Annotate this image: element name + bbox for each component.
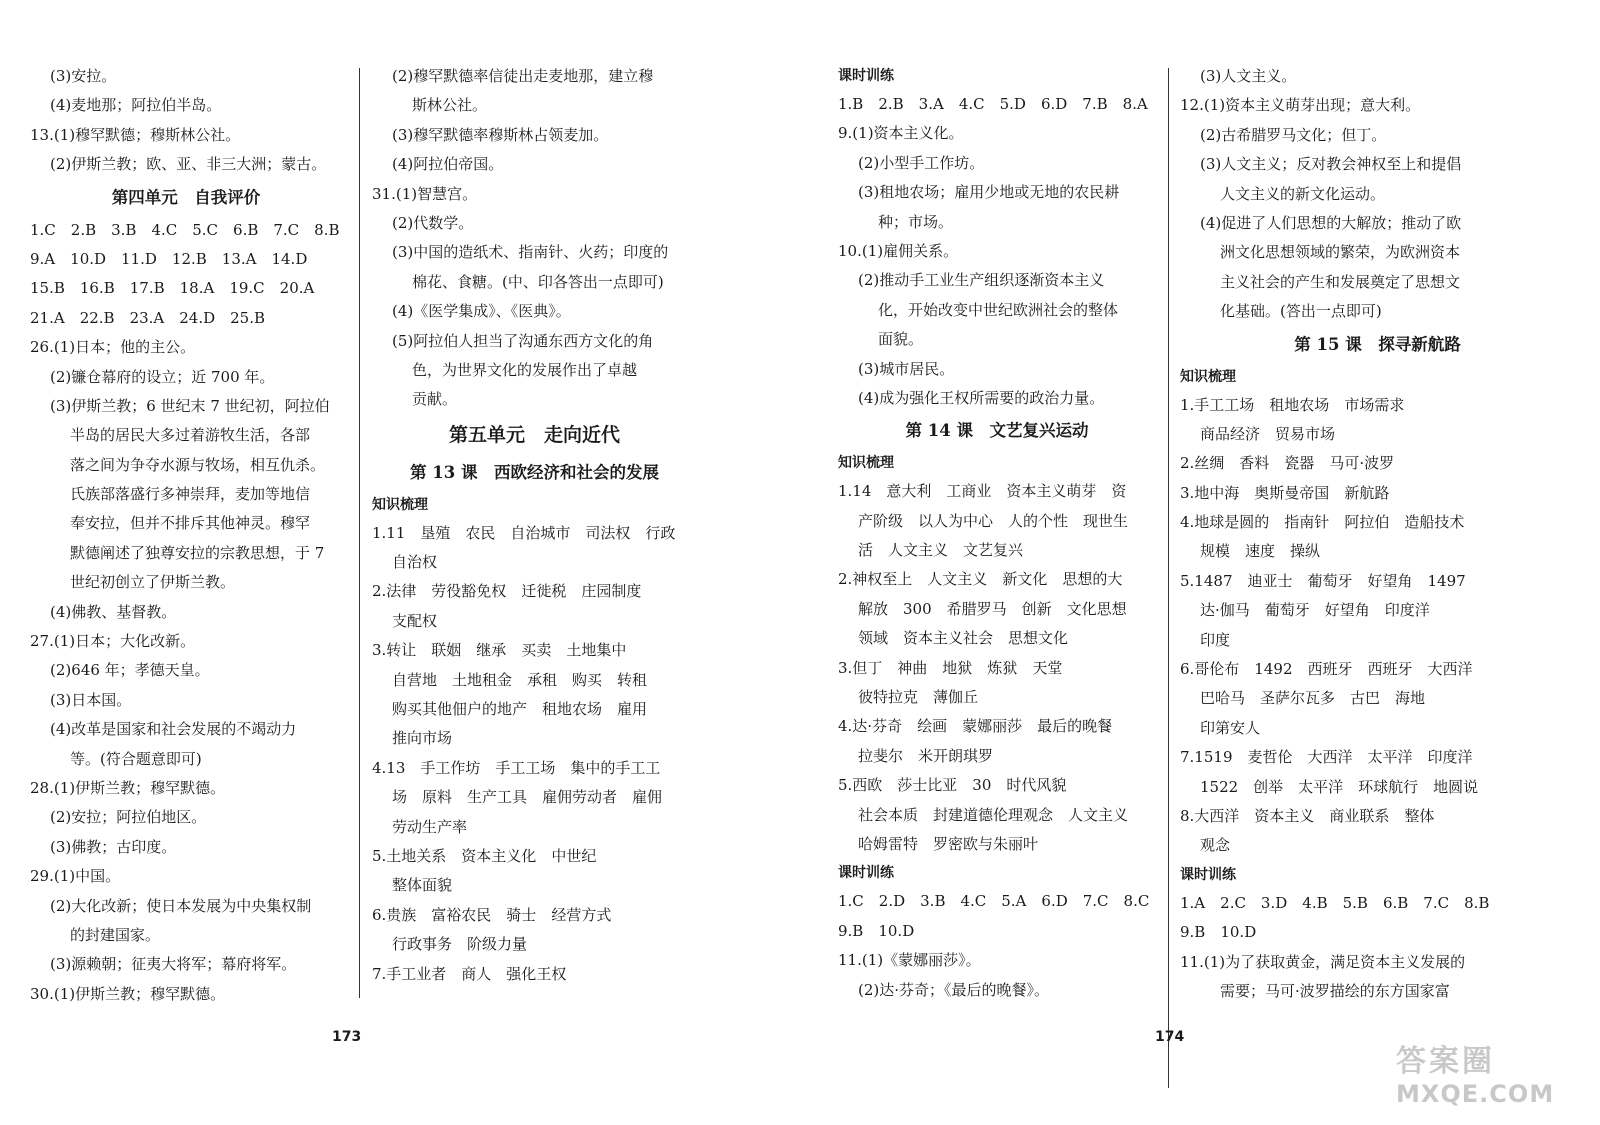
subsection-heading: 知识梳理 [372,496,428,513]
answer-line: 默德阐述了独尊安拉的宗教思想，于 7 [70,543,325,562]
answer-line: 解放 300 希腊罗马 创新 文化思想 [858,599,1127,618]
answer-line: (2)推动手工业生产组织逐渐资本主义 [858,271,1105,290]
answer-line: 11.(1)《蒙娜丽莎》。 [838,951,981,970]
answer-line: (5)阿拉伯人担当了沟通东西方文化的角 [392,331,654,350]
column-divider-right [1168,68,1169,1088]
answer-line: 9.(1)资本主义化。 [838,124,964,143]
answer-line: (3)穆罕默德率穆斯林占领麦加。 [392,125,609,144]
answer-line: (3)租地农场；雇用少地或无地的农民耕 [858,183,1120,202]
answer-line: 落之间为争夺水源与牧场，相互仇杀。 [70,455,326,474]
column-divider-left [359,68,360,998]
answer-line: 2.神权至上 人文主义 新文化 思想的大 [838,570,1123,589]
answer-line: 29.(1)中国。 [30,867,121,886]
watermark-logo [1396,1036,1564,1118]
answer-line: (3)人文主义；反对教会神权至上和提倡 [1200,155,1462,174]
answer-line: 1.A 2.C 3.D 4.B 5.B 6.B 7.C 8.B [1180,893,1490,912]
answer-line: 的封建国家。 [70,925,161,944]
answer-line: 达·伽马 葡萄牙 好望角 印度洋 [1200,601,1430,620]
answer-line: 1.C 2.D 3.B 4.C 5.A 6.D 7.C 8.C [838,892,1150,911]
section-heading: 第四单元 自我评价 [111,187,261,207]
answer-line: (3)安拉。 [50,67,117,85]
watermark-url: MXQE.COM [1396,1080,1555,1108]
subsection-heading: 知识梳理 [838,455,894,472]
answer-line: (3)城市居民。 [858,359,955,378]
answer-line: 31.(1)智慧宫。 [372,184,478,203]
answer-line: 5.1487 迪亚士 葡萄牙 好望角 1497 [1180,571,1466,590]
answer-line: (4)佛教、基督教。 [50,602,177,621]
answer-line: (4)成为强化王权所需要的政治力量。 [858,388,1105,407]
answer-line: 13.(1)穆罕默德；穆斯林公社。 [30,125,241,144]
answer-line: 行政事务 阶级力量 [392,935,528,954]
answer-line: 产阶级 以人为中心 人的个性 现世生 [858,511,1129,530]
answer-line: 2.法律 劳役豁免权 迁徙税 庄园制度 [372,582,642,601]
answer-line: 1.11 垦殖 农民 自治城市 司法权 行政 [372,523,676,542]
subsection-heading: 课时训练 [1180,866,1236,883]
answer-line: 4.达·芬奇 绘画 蒙娜丽莎 最后的晚餐 [838,717,1113,736]
left-page-column-2 [372,62,697,989]
answer-line: 3.转让 联姻 继承 买卖 土地集中 [372,641,627,660]
answer-line: (2)大化改新；使日本发展为中央集权制 [50,896,312,915]
answer-line: 人文主义的新文化运动。 [1220,184,1386,203]
answer-line: 自治权 [392,553,438,572]
subsection-heading: 课时训练 [838,865,894,882]
answer-line: 规模 速度 操纵 [1200,542,1321,561]
answer-line: 购买其他佃户的地产 租地农场 雇用 [392,700,648,719]
answer-line: 30.(1)伊斯兰教；穆罕默德。 [30,984,226,1003]
answer-line: 1.手工工场 租地农场 市场需求 [1180,395,1405,414]
page-number-right: 174 [1155,1029,1185,1045]
answer-line: (4)《医学集成》、《医典》。 [392,302,571,321]
answer-line: (2)伊斯兰教；欧、亚、非三大洲；蒙古。 [50,155,327,174]
answer-line: (2)穆罕默德率信徒出走麦地那，建立穆 [392,67,654,85]
answer-line: 6.贵族 富裕农民 骑士 经营方式 [372,905,612,924]
answer-line: 化基础。(答出一点即可) [1220,302,1382,321]
answer-line: 世纪初创立了伊斯兰教。 [70,573,236,592]
answer-line: 贡献。 [412,390,458,409]
answer-line: 斯林公社。 [412,96,488,115]
answer-line: 棉花、食糖。(中、印各答出一点即可) [412,272,664,291]
answer-line: 印第安人 [1200,718,1261,737]
page-number-left: 173 [332,1029,362,1045]
answer-line: 8.大西洋 资本主义 商业联系 整体 [1180,806,1435,825]
subsection-heading: 课时训练 [838,68,894,84]
answer-line: 11.(1)为了获取黄金，满足资本主义发展的 [1180,952,1466,971]
answer-line: (2)646 年；孝德天皇。 [50,661,210,680]
answer-line: 9.A 10.D 11.D 12.B 13.A 14.D [30,249,308,268]
answer-line: (4)阿拉伯帝国。 [392,155,504,174]
answer-line: 种；市场。 [878,212,954,231]
answer-line: 洲文化思想领域的繁荣，为欧洲资本 [1220,243,1461,262]
answer-line: (2)古希腊罗马文化；但丁。 [1200,125,1387,144]
answer-line: 半岛的居民大多过着游牧生活，各部 [70,426,311,445]
answer-line: 15.B 16.B 17.B 18.A 19.C 20.A [30,279,315,298]
answer-line: (3)人文主义。 [1200,67,1297,85]
answer-line: 奉安拉，但并不排斥其他神灵。穆罕 [70,514,311,533]
answer-line: 28.(1)伊斯兰教；穆罕默德。 [30,778,226,797]
answer-line: 2.丝绸 香料 瓷器 马可·波罗 [1180,454,1395,473]
answer-line: 商品经济 贸易市场 [1200,424,1336,443]
answer-line: 场 原料 生产工具 雇佣劳动者 雇佣 [392,788,663,807]
answer-line: 1.B 2.B 3.A 4.C 5.D 6.D 7.B 8.A [838,95,1148,113]
section-heading: 第 13 课 西欧经济和社会的发展 [410,462,659,482]
right-page-column-1 [838,62,1156,1005]
right-page-column-2 [1180,62,1575,1006]
answer-line: 氏族部落盛行多神崇拜，麦加等地信 [70,485,311,504]
answer-line: 1522 创举 太平洋 环球航行 地圆说 [1200,777,1479,796]
answer-line: 自营地 土地租金 承租 购买 转租 [392,670,648,689]
answer-line: 1.C 2.B 3.B 4.C 5.C 6.B 7.C 8.B [30,220,340,239]
answer-line: (3)佛教；古印度。 [50,837,177,856]
answer-line: 4.13 手工作坊 手工工场 集中的手工工 [372,758,661,777]
answer-line: 化，开始改变中世纪欧洲社会的整体 [878,300,1119,319]
answer-line: 10.(1)雇佣关系。 [838,241,959,260]
answer-line: (2)代数学。 [392,213,474,232]
subsection-heading: 知识梳理 [1180,368,1236,385]
answer-line: 哈姆雷特 罗密欧与朱丽叶 [858,834,1039,853]
answer-line: 6.哥伦布 1492 西班牙 西班牙 大西洋 [1180,660,1473,679]
answer-line: (4)改革是国家和社会发展的不竭动力 [50,720,297,739]
answer-line: 27.(1)日本；大化改新。 [30,632,196,651]
answer-line: 7.手工业者 商人 强化王权 [372,964,567,983]
answer-line: 色，为世界文化的发展作出了卓越 [412,360,638,379]
answer-line: 21.A 22.B 23.A 24.D 25.B [30,308,266,327]
answer-line: 社会本质 封建道德伦理观念 人文主义 [858,805,1129,824]
answer-line: 等。(符合题意即可) [70,749,202,768]
answer-line: 需要；马可·波罗描绘的东方国家富 [1220,981,1450,1000]
answer-line: 9.B 10.D [1180,923,1257,942]
answer-line: 4.地球是圆的 指南针 阿拉伯 造船技术 [1180,513,1465,532]
answer-line: (2)镰仓幕府的设立；近 700 年。 [50,367,275,386]
answer-line: 9.B 10.D [838,921,915,940]
answer-line: 5.西欧 莎士比亚 30 时代风貌 [838,776,1067,795]
answer-line: (4)麦地那；阿拉伯半岛。 [50,96,222,115]
answer-line: (3)源赖朝；征夷大将军；幕府将军。 [50,955,297,974]
answer-line: (3)日本国。 [50,690,132,709]
answer-line: 整体面貌 [392,876,453,895]
answer-line: 3.地中海 奥斯曼帝国 新航路 [1180,483,1390,502]
answer-line: 1.14 意大利 工商业 资本主义萌芽 资 [838,482,1127,501]
answer-line: (4)促进了人们思想的大解放；推动了欧 [1200,213,1462,232]
answer-line: 领域 资本主义社会 思想文化 [858,629,1069,648]
answer-line: 主义社会的产生和发展奠定了思想文 [1220,272,1461,291]
answer-line: 拉斐尔 米开朗琪罗 [858,746,994,765]
answer-line: 印度 [1200,630,1231,649]
answer-line: 面貌。 [878,330,924,349]
answer-line: 劳动生产率 [392,817,468,836]
answer-line: (2)小型手工作坊。 [858,153,985,172]
answer-line: 支配权 [392,611,438,630]
answer-line: (2)安拉；阿拉伯地区。 [50,808,207,827]
answer-line: 推向市场 [392,729,453,748]
answer-line: 3.但丁 神曲 地狱 炼狱 天堂 [838,658,1063,677]
answer-line: 彼特拉克 薄伽丘 [858,688,979,707]
answer-line: (3)中国的造纸术、指南针、火药；印度的 [392,243,669,262]
answer-line: 5.土地关系 资本主义化 中世纪 [372,846,597,865]
section-heading: 第 14 课 文艺复兴运动 [905,421,1089,441]
watermark-text: 答案圈 [1396,1044,1495,1079]
answer-line: 7.1519 麦哲伦 大西洋 太平洋 印度洋 [1180,748,1473,767]
answer-line: 观念 [1200,836,1231,855]
left-page-column-1 [30,62,342,1009]
answer-line: 巴哈马 圣萨尔瓦多 古巴 海地 [1200,689,1426,708]
section-heading: 第五单元 走向近代 [448,423,620,446]
answer-line: 26.(1)日本；他的主公。 [30,338,196,357]
section-heading: 第 15 课 探寻新航路 [1294,334,1461,354]
answer-line: 12.(1)资本主义萌芽出现；意大利。 [1180,96,1421,115]
answer-line: (3)伊斯兰教；6 世纪末 7 世纪初，阿拉伯 [50,396,330,415]
answer-line: (2)达·芬奇；《最后的晚餐》。 [858,980,1050,999]
answer-line: 活 人文主义 文艺复兴 [858,541,1024,560]
